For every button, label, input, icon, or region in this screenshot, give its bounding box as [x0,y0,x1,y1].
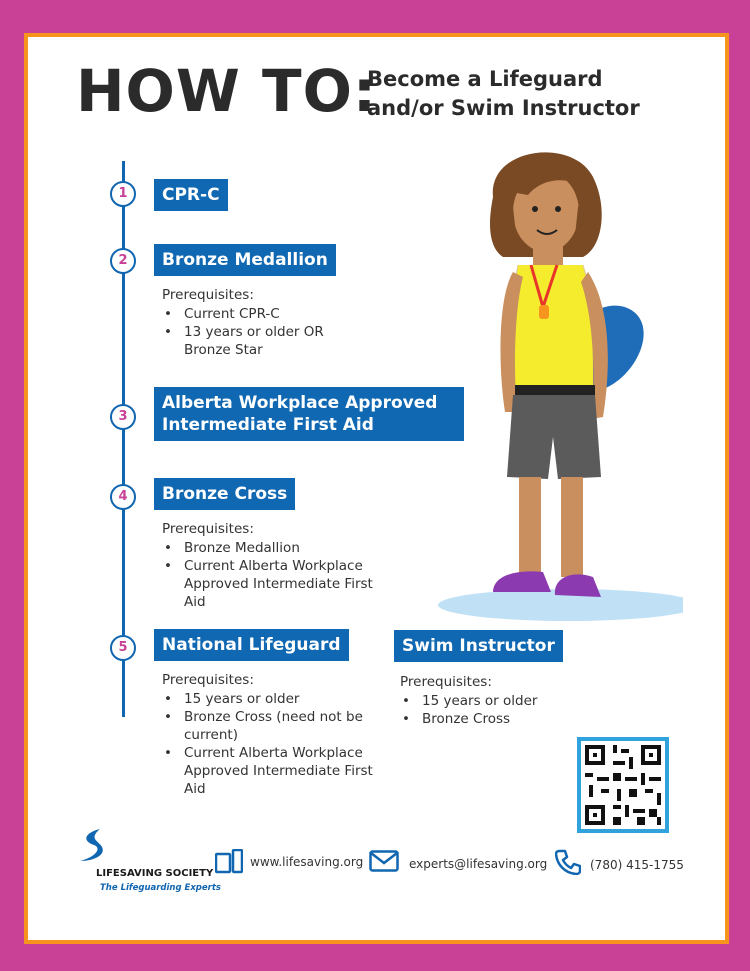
step-3-title-line-2: Intermediate First Aid [162,415,374,435]
swim-instructor-prereq-list [400,692,592,728]
step-2-prereq-label: Prerequisites: [162,287,254,303]
step-5-number: 5 [110,635,136,661]
step-1-number: 1 [110,181,136,207]
step-3-title-line-1: Alberta Workplace Approved [162,393,438,413]
how-to-heading: HOW TO: [76,57,378,125]
timeline-line [122,161,125,717]
list-item: • 15 years or older [422,692,592,710]
list-item: • Current Alberta Workplace Approved Intermediate First Aid [184,557,374,611]
subtitle-line-1: Become a Lifeguard [367,67,603,91]
website-icon [215,849,243,875]
step-2-number: 2 [110,248,136,274]
list-item: • Current Alberta Workplace Approved Intermediate First Aid [184,744,374,798]
qr-code[interactable] [577,737,669,833]
logo-name: LIFESAVING SOCIETY [96,868,214,879]
step-1-title: CPR-C [154,179,228,211]
qr-code-pattern [581,741,665,829]
step-4-prereq-label: Prerequisites: [162,521,254,537]
email-icon [369,850,399,872]
step-4-prereq-list [162,539,374,611]
subtitle-line-2: and/or Swim Instructor [367,96,640,120]
website-link[interactable]: www.lifesaving.org [250,855,364,869]
list-item: • Bronze Cross [422,710,592,728]
step-2-prereq-list [162,305,364,359]
lifesaving-logo-icon [72,827,112,867]
list-item: • Bronze Medallion [184,539,374,557]
list-item: • 13 years or older OR Bronze Star [184,323,364,359]
step-3-title [154,387,464,441]
list-item: • 15 years or older [184,690,374,708]
email-link[interactable]: experts@lifesaving.org [409,857,548,871]
list-item: • Bronze Cross (need not be current) [184,708,374,744]
phone-number[interactable]: (780) 415-1755 [590,858,684,872]
step-4-title: Bronze Cross [154,478,295,510]
phone-icon [555,849,581,875]
logo-tagline: The Lifeguarding Experts [100,883,221,893]
step-3-number: 3 [110,404,136,430]
poster-card [24,33,729,944]
swim-instructor-prereq-label: Prerequisites: [400,674,492,690]
step-5-prereq-list [162,690,374,798]
step-2-title: Bronze Medallion [154,244,336,276]
step-4-number: 4 [110,484,136,510]
step-5-title: National Lifeguard [154,629,349,661]
step-5-prereq-label: Prerequisites: [162,672,254,688]
list-item: • Current CPR-C [184,305,364,323]
swim-instructor-title: Swim Instructor [394,630,563,662]
lifeguard-illustration [433,137,683,627]
